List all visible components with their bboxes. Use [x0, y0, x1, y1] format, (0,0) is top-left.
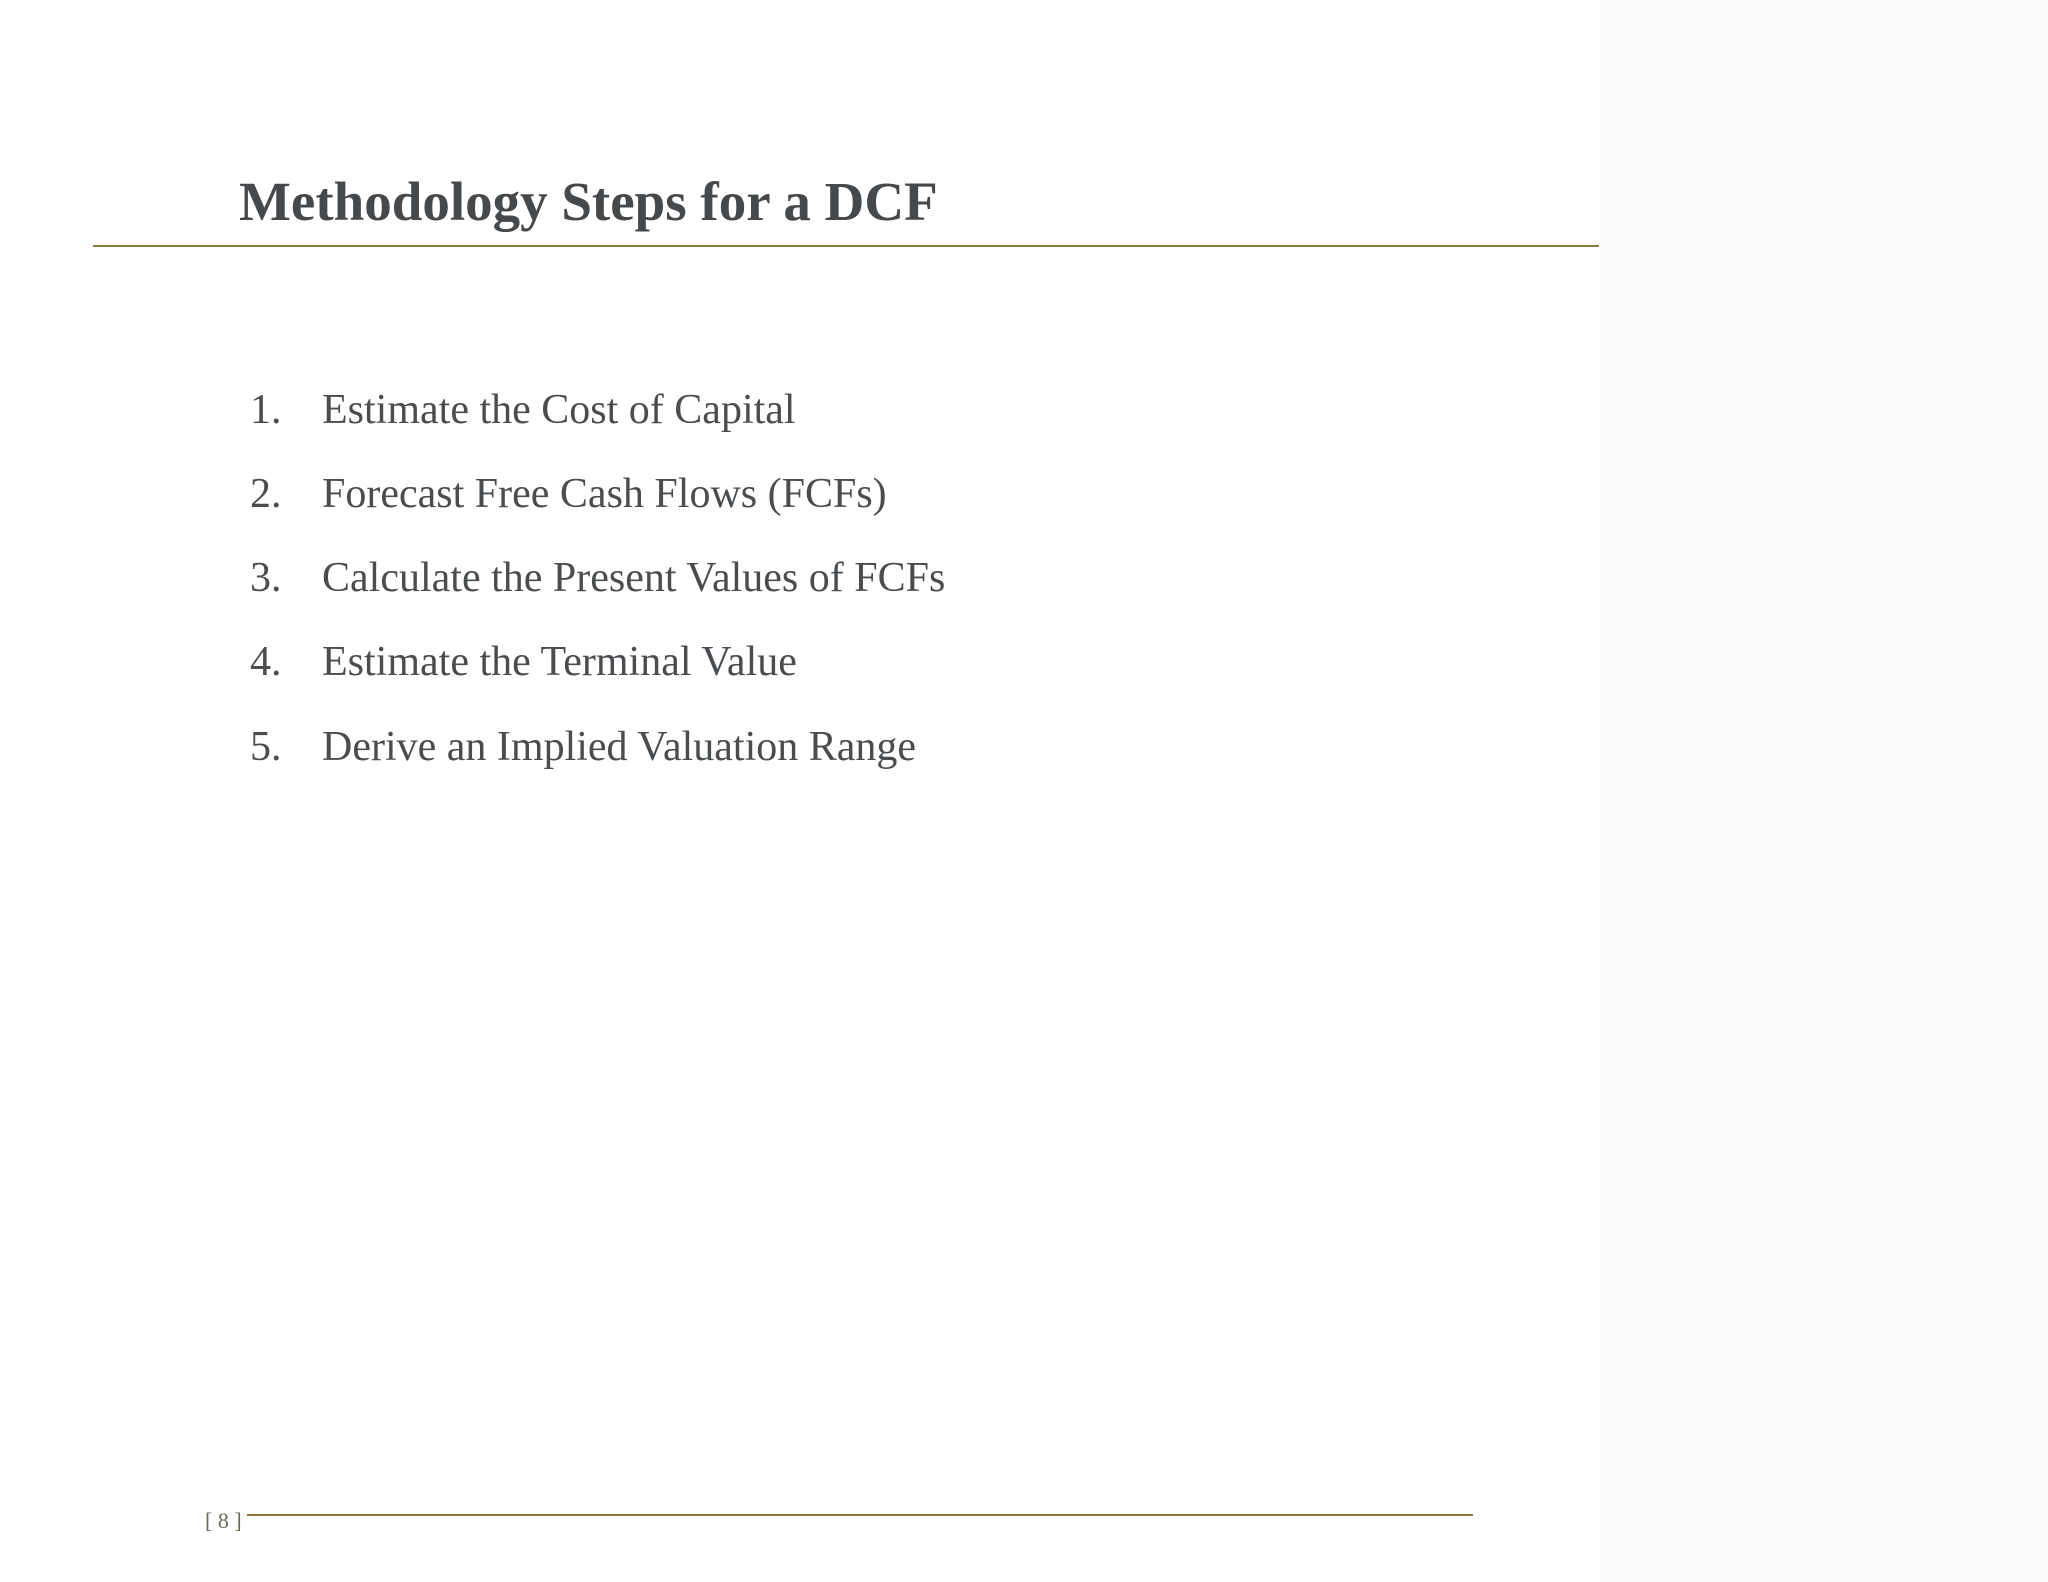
step-text: Estimate the Terminal Value: [322, 639, 797, 685]
step-number: 4.: [250, 639, 282, 685]
step-text: Calculate the Present Values of FCFs: [322, 555, 946, 601]
page-number: [ 8 ]: [205, 1508, 242, 1533]
step-text: Forecast Free Cash Flows (FCFs): [322, 471, 887, 517]
step-number: 2.: [250, 471, 282, 517]
step-number: 1.: [250, 387, 282, 433]
slide-title: Methodology Steps for a DCF: [239, 171, 938, 232]
footer-divider: [247, 1514, 1473, 1516]
step-number: 5.: [250, 724, 282, 770]
step-number: 3.: [250, 555, 282, 601]
title-divider: [93, 245, 1599, 247]
side-panel: [1600, 0, 2048, 1582]
step-text: Estimate the Cost of Capital: [322, 387, 796, 433]
step-text: Derive an Implied Valuation Range: [322, 724, 917, 770]
